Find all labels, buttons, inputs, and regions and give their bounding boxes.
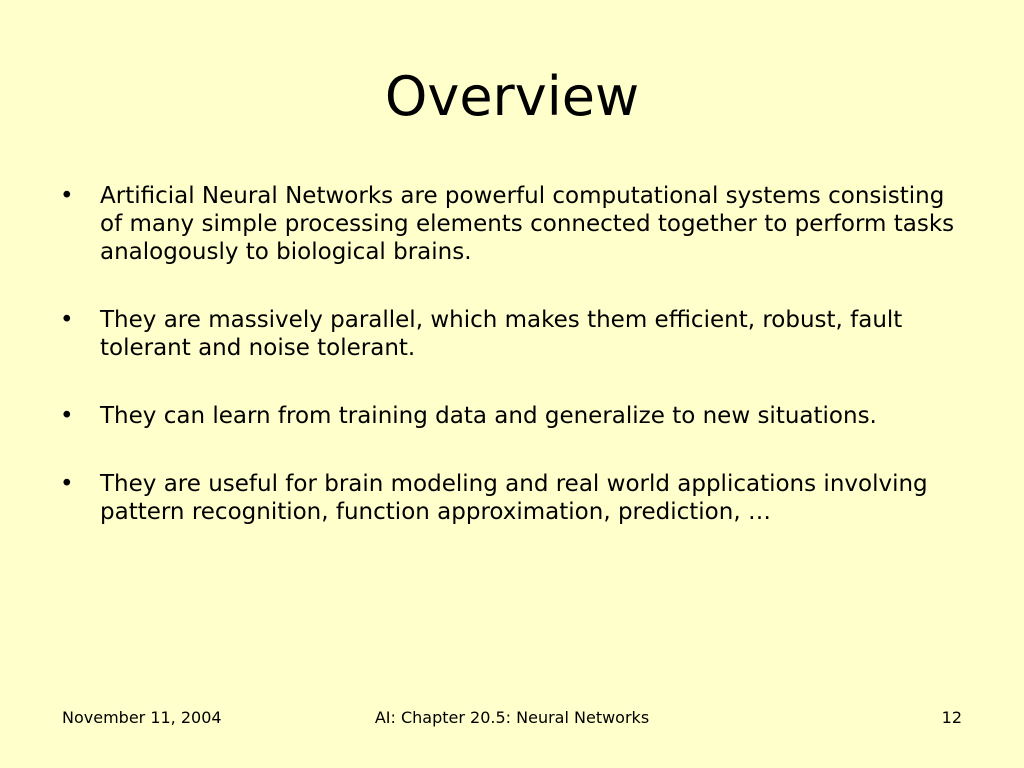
footer-chapter: AI: Chapter 20.5: Neural Networks	[374, 708, 650, 727]
slide-title: Overview	[384, 65, 640, 128]
footer-date: November 11, 2004	[62, 708, 222, 727]
bullet-icon: •	[60, 183, 74, 209]
bullet-text: They are massively parallel, which makes them efficient, robust, fault tolerant and noise tolerant.	[100, 307, 903, 361]
bullet-text: They can learn from training data and generalize to new situations.	[100, 403, 877, 429]
bullet-list	[60, 182, 960, 566]
bullet-text: They are useful for brain modeling and real world applications involving pattern recognition, function approximation, prediction, …	[100, 471, 928, 525]
bullet-text: Artificial Neural Networks are powerful computational systems consisting of many simple processing elements connected together to perform tasks analogously to biological brains.	[100, 183, 955, 265]
bullet-icon: •	[60, 403, 74, 429]
bullet-item	[60, 306, 960, 362]
bullet-icon: •	[60, 471, 74, 497]
bullet-item	[60, 182, 960, 266]
bullet-item	[60, 402, 960, 430]
bullet-icon: •	[60, 307, 74, 333]
footer-page-number: 12	[941, 708, 962, 727]
bullet-item	[60, 470, 960, 526]
